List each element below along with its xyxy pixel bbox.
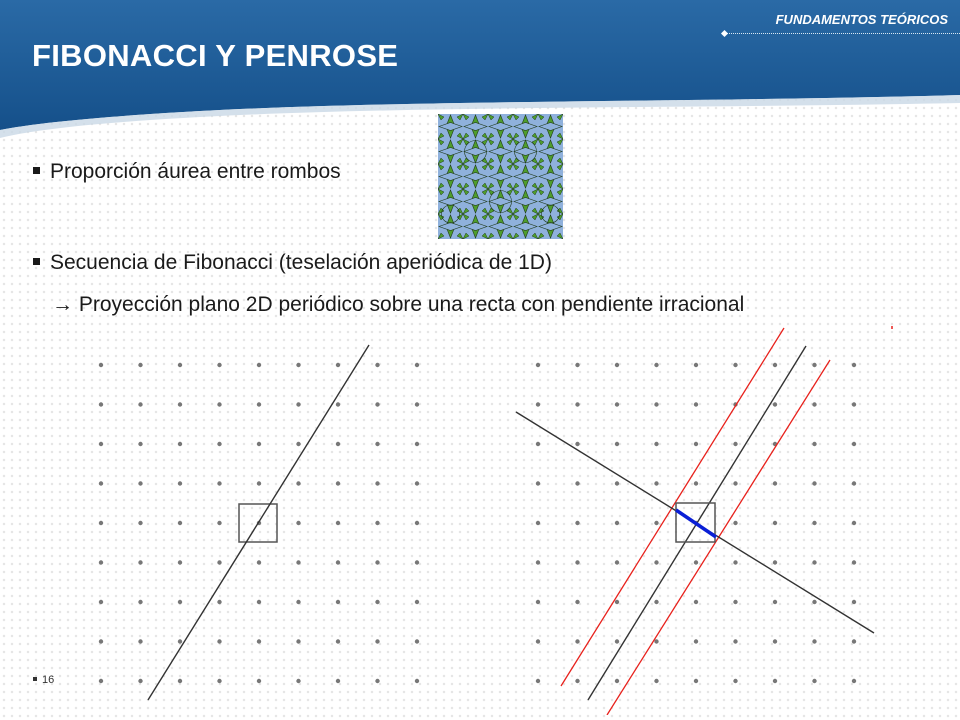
lattice-point — [415, 560, 419, 564]
lattice-point — [654, 600, 658, 604]
lattice-point — [812, 560, 816, 564]
projected-segment — [676, 510, 716, 537]
lattice-point — [178, 442, 182, 446]
lattice-point — [375, 639, 379, 643]
lattice-point — [415, 679, 419, 683]
section-divider — [726, 33, 960, 34]
lattice-point — [217, 402, 221, 406]
lattice-point — [575, 363, 579, 367]
bullet-square-icon — [33, 258, 40, 265]
lattice-point — [773, 363, 777, 367]
lattice-point — [694, 402, 698, 406]
lattice-point — [575, 442, 579, 446]
lattice-point — [336, 560, 340, 564]
lattice-point — [852, 560, 856, 564]
bullet-text: Secuencia de Fibonacci (teselación aperiódica de 1D) — [50, 251, 552, 274]
lattice-point — [812, 363, 816, 367]
lattice-point — [615, 600, 619, 604]
lattice-point — [99, 442, 103, 446]
lattice-point — [375, 481, 379, 485]
lattice-point — [375, 363, 379, 367]
lattice-point — [296, 402, 300, 406]
lattice-point — [654, 521, 658, 525]
lattice-point — [178, 521, 182, 525]
lattice-point — [536, 442, 540, 446]
lattice-point — [812, 442, 816, 446]
lattice-point — [178, 679, 182, 683]
lattice-point — [654, 442, 658, 446]
lattice-point — [733, 481, 737, 485]
lattice-point — [178, 481, 182, 485]
lattice-point — [694, 560, 698, 564]
bullet-fibonacci — [33, 251, 552, 275]
penrose-tiling-image — [438, 114, 563, 239]
lattice-point — [773, 639, 777, 643]
lattice-point — [415, 402, 419, 406]
lattice-projection-diagram — [80, 330, 440, 710]
lattice-point — [99, 679, 103, 683]
lattice-point — [773, 679, 777, 683]
lattice-point — [257, 639, 261, 643]
lattice-point — [852, 481, 856, 485]
lattice-point — [694, 639, 698, 643]
lattice-point — [773, 600, 777, 604]
lattice-point — [375, 442, 379, 446]
lattice-point — [99, 402, 103, 406]
lattice-point — [615, 402, 619, 406]
section-label: FUNDAMENTOS TEÓRICOS — [775, 12, 948, 27]
lattice-point — [178, 363, 182, 367]
lattice-point — [694, 600, 698, 604]
lattice-point — [336, 481, 340, 485]
lattice-point — [217, 521, 221, 525]
lattice-point — [178, 600, 182, 604]
lattice-point — [654, 481, 658, 485]
lattice-point — [178, 560, 182, 564]
lattice-point — [694, 363, 698, 367]
lattice-point — [336, 600, 340, 604]
lattice-point — [654, 639, 658, 643]
lattice-point — [217, 363, 221, 367]
lattice-point — [852, 679, 856, 683]
sub-bullet-projection — [52, 293, 744, 317]
lattice-point — [257, 679, 261, 683]
lattice-point — [536, 481, 540, 485]
lattice-point — [694, 679, 698, 683]
lattice-point — [852, 639, 856, 643]
lattice-point — [812, 639, 816, 643]
lattice-point — [654, 560, 658, 564]
lattice-point — [536, 560, 540, 564]
lattice-point — [138, 679, 142, 683]
lattice-point — [257, 363, 261, 367]
lattice-point — [296, 442, 300, 446]
lattice-point — [375, 600, 379, 604]
sub-bullet-text: Proyección plano 2D periódico sobre una recta con pendiente irracional — [78, 293, 745, 316]
lattice-point — [217, 442, 221, 446]
lattice-point — [99, 600, 103, 604]
lattice-point — [138, 402, 142, 406]
lattice-point — [733, 442, 737, 446]
lattice-point — [336, 442, 340, 446]
lattice-point — [733, 600, 737, 604]
lattice-point — [852, 363, 856, 367]
lattice-point — [138, 481, 142, 485]
lattice-point — [415, 600, 419, 604]
lattice-point — [336, 521, 340, 525]
lattice-point — [733, 521, 737, 525]
lattice-point — [178, 402, 182, 406]
lattice-point — [575, 521, 579, 525]
lattice-point — [536, 600, 540, 604]
lattice-point — [536, 402, 540, 406]
lattice-point — [733, 679, 737, 683]
lattice-point — [615, 639, 619, 643]
lattice-point — [575, 402, 579, 406]
lattice-point — [257, 560, 261, 564]
lattice-point — [615, 560, 619, 564]
lattice-point — [257, 402, 261, 406]
lattice-point — [733, 639, 737, 643]
arrow-right-icon: → — [52, 293, 73, 316]
lattice-point — [296, 639, 300, 643]
lattice-point — [575, 481, 579, 485]
lattice-point — [615, 363, 619, 367]
lattice-point — [575, 639, 579, 643]
lattice-point — [99, 363, 103, 367]
lattice-point — [575, 679, 579, 683]
lattice-point — [99, 481, 103, 485]
lattice-point — [375, 402, 379, 406]
lattice-point — [536, 363, 540, 367]
lattice-point — [415, 442, 419, 446]
lattice-point — [773, 402, 777, 406]
lattice-point — [296, 481, 300, 485]
lattice-point — [99, 560, 103, 564]
lattice-point — [773, 560, 777, 564]
lattice-point — [375, 560, 379, 564]
lattice-point — [138, 560, 142, 564]
lattice-point — [733, 363, 737, 367]
lattice-point — [336, 639, 340, 643]
lattice-point — [415, 639, 419, 643]
lattice-point — [852, 600, 856, 604]
strip-projection-diagram — [500, 320, 900, 715]
lattice-point — [138, 521, 142, 525]
window-boundary-line — [561, 328, 784, 686]
lattice-point — [99, 521, 103, 525]
lattice-point — [257, 442, 261, 446]
lattice-point — [615, 521, 619, 525]
lattice-point — [852, 521, 856, 525]
lattice-point — [536, 521, 540, 525]
lattice-point — [257, 481, 261, 485]
lattice-point — [615, 679, 619, 683]
lattice-point — [296, 679, 300, 683]
lattice-point — [217, 560, 221, 564]
lattice-point — [217, 639, 221, 643]
lattice-point — [138, 442, 142, 446]
lattice-point — [654, 363, 658, 367]
lattice-point — [138, 639, 142, 643]
page-number: 16 — [33, 674, 54, 686]
lattice-point — [812, 481, 816, 485]
lattice-point — [99, 639, 103, 643]
lattice-point — [415, 481, 419, 485]
lattice-point — [415, 363, 419, 367]
lattice-point — [812, 402, 816, 406]
lattice-point — [217, 600, 221, 604]
lattice-point — [536, 639, 540, 643]
lattice-point — [138, 600, 142, 604]
lattice-point — [296, 600, 300, 604]
lattice-point — [852, 402, 856, 406]
lattice-point — [536, 679, 540, 683]
lattice-point — [773, 521, 777, 525]
lattice-point — [296, 363, 300, 367]
lattice-point — [773, 481, 777, 485]
lattice-point — [336, 679, 340, 683]
lattice-point — [415, 521, 419, 525]
lattice-point — [812, 600, 816, 604]
lattice-point — [812, 521, 816, 525]
bullet-golden-ratio — [33, 160, 341, 184]
lattice-point — [812, 679, 816, 683]
lattice-point — [654, 679, 658, 683]
bullet-square-icon — [33, 167, 40, 174]
lattice-point — [296, 521, 300, 525]
lattice-point — [375, 679, 379, 683]
bullet-text: Proporción áurea entre rombos — [50, 160, 341, 183]
lattice-point — [733, 560, 737, 564]
lattice-point — [217, 481, 221, 485]
lattice-point — [694, 442, 698, 446]
lattice-point — [575, 600, 579, 604]
lattice-point — [257, 600, 261, 604]
lattice-point — [654, 402, 658, 406]
bullet-square-icon — [33, 677, 37, 681]
lattice-point — [296, 560, 300, 564]
slide-title: FIBONACCI Y PENROSE — [32, 38, 399, 73]
lattice-point — [138, 363, 142, 367]
lattice-point — [575, 560, 579, 564]
lattice-point — [375, 521, 379, 525]
lattice-point — [615, 481, 619, 485]
lattice-point — [336, 402, 340, 406]
lattice-point — [178, 639, 182, 643]
lattice-point — [615, 442, 619, 446]
lattice-point — [852, 442, 856, 446]
lattice-point — [217, 679, 221, 683]
lattice-point — [336, 363, 340, 367]
lattice-point — [694, 481, 698, 485]
